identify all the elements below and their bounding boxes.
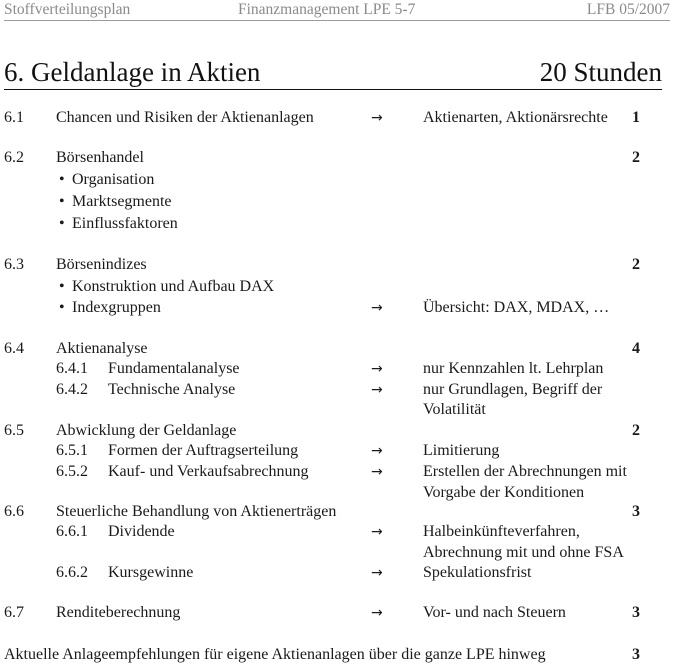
arrow-right-icon: → (371, 110, 383, 126)
subsection-note: Limitierung (423, 442, 500, 459)
section-number: 6.4 (4, 340, 24, 357)
subsection-6-5-1 (0, 441, 680, 461)
bullet-icon: • (59, 193, 65, 210)
section-hours: 2 (632, 256, 640, 273)
subsection-note: Vorgabe der Konditionen (423, 484, 585, 501)
section-6-3 (0, 255, 680, 275)
header-doc-type: Stoffverteilungsplan (4, 1, 131, 18)
subsection-6-6-1 (0, 522, 680, 542)
section-topic: Aktienanalyse (56, 340, 148, 357)
subsection-number: 6.5.2 (56, 463, 88, 480)
subsection-number: 6.6.2 (56, 564, 88, 581)
section-number: 6.5 (4, 422, 24, 439)
section-hours: 1 (632, 109, 640, 126)
bullet-icon: • (59, 215, 65, 232)
section-note: Vor- und nach Steuern (423, 604, 566, 621)
section-topic: Chancen und Risiken der Aktienanlagen (56, 109, 314, 126)
arrow-right-icon: → (371, 443, 383, 459)
header-version: LFB 05/2007 (586, 1, 670, 18)
subsection-note: Erstellen der Abrechnungen mit (423, 463, 627, 480)
section-6-1 (0, 108, 680, 128)
bullet-item (0, 298, 680, 318)
chapter-hours: 20 Stunden (539, 57, 662, 87)
bullet-item (0, 170, 680, 190)
page-header (4, 0, 670, 21)
section-topic: Abwicklung der Geldanlage (56, 422, 237, 439)
subsection-note: nur Kennzahlen lt. Lehrplan (423, 360, 604, 377)
subsection-topic: Formen der Auftragserteilung (108, 442, 299, 459)
footer-text: Aktuelle Anlageempfehlungen für eigene Aktienanlagen über die ganze LPE hinweg (4, 646, 546, 663)
subsection-topic: Fundamentalanalyse (108, 360, 240, 377)
subsection-note: Spekulationsfrist (423, 564, 532, 581)
arrow-right-icon: → (371, 464, 383, 480)
bullet-item (0, 214, 680, 234)
subsection-note: Abrechnung mit und ohne FSA (423, 544, 624, 561)
section-topic: Renditeberechnung (56, 604, 181, 621)
section-number: 6.2 (4, 149, 24, 166)
section-note: Aktienarten, Aktionärsrechte (423, 109, 608, 126)
subsection-topic: Kursgewinne (108, 564, 194, 581)
bullet-item (0, 277, 680, 297)
bullet-icon: • (59, 299, 65, 316)
section-6-7 (0, 603, 680, 623)
section-6-5 (0, 421, 680, 441)
section-6-4 (0, 339, 680, 359)
bullet-text: Indexgruppen (72, 299, 161, 316)
section-topic: Börsenhandel (56, 149, 144, 166)
section-number: 6.3 (4, 256, 24, 273)
section-hours: 2 (632, 149, 640, 166)
section-hours: 3 (632, 604, 640, 621)
bullet-text: Marktsegmente (72, 193, 172, 210)
bullet-text: Einflussfaktoren (72, 215, 178, 232)
bullet-icon: • (59, 171, 65, 188)
header-subject: Finanzmanagement LPE 5-7 (238, 1, 416, 18)
section-topic: Steuerliche Behandlung von Aktienerträgen (56, 503, 337, 520)
section-hours: 3 (632, 503, 640, 520)
subsection-number: 6.4.1 (56, 360, 88, 377)
section-topic: Börsenindizes (56, 256, 147, 273)
arrow-right-icon: → (371, 565, 383, 581)
bullet-text: Konstruktion und Aufbau DAX (72, 278, 275, 295)
subsection-note: nur Grundlagen, Begriff der (423, 381, 603, 398)
subsection-6-6-2 (0, 563, 680, 583)
arrow-right-icon: → (371, 361, 383, 377)
subsection-note-continued (0, 400, 680, 420)
bullet-text: Organisation (72, 171, 155, 188)
subsection-note: Halbeinkünfteverfahren, (423, 523, 580, 540)
subsection-6-5-2 (0, 462, 680, 482)
chapter-title-text: 6. Geldanlage in Aktien (4, 57, 261, 87)
section-number: 6.1 (4, 109, 24, 126)
section-number: 6.6 (4, 503, 24, 520)
footer-hours: 3 (632, 646, 640, 663)
subsection-note-continued (0, 483, 680, 503)
section-number: 6.7 (4, 604, 24, 621)
bullet-note: Übersicht: DAX, MDAX, … (423, 299, 610, 316)
subsection-6-4-2 (0, 380, 680, 400)
subsection-number: 6.5.1 (56, 442, 88, 459)
subsection-note-continued (0, 543, 680, 563)
subsection-number: 6.4.2 (56, 381, 88, 398)
arrow-right-icon: → (371, 382, 383, 398)
arrow-right-icon: → (371, 524, 383, 540)
section-6-6 (0, 502, 680, 522)
bullet-icon: • (59, 278, 65, 295)
arrow-right-icon: → (371, 605, 383, 621)
subsection-number: 6.6.1 (56, 523, 88, 540)
section-hours: 4 (632, 340, 640, 357)
subsection-6-4-1 (0, 359, 680, 379)
footer-recommendation (0, 645, 680, 665)
subsection-note: Volatilität (423, 401, 486, 418)
chapter-title (4, 56, 662, 90)
subsection-topic: Kauf- und Verkaufsabrechnung (108, 463, 309, 480)
section-6-2 (0, 148, 680, 168)
arrow-right-icon: → (371, 300, 383, 316)
subsection-topic: Technische Analyse (108, 381, 236, 398)
bullet-item (0, 192, 680, 212)
subsection-topic: Dividende (108, 523, 175, 540)
section-hours: 2 (632, 422, 640, 439)
